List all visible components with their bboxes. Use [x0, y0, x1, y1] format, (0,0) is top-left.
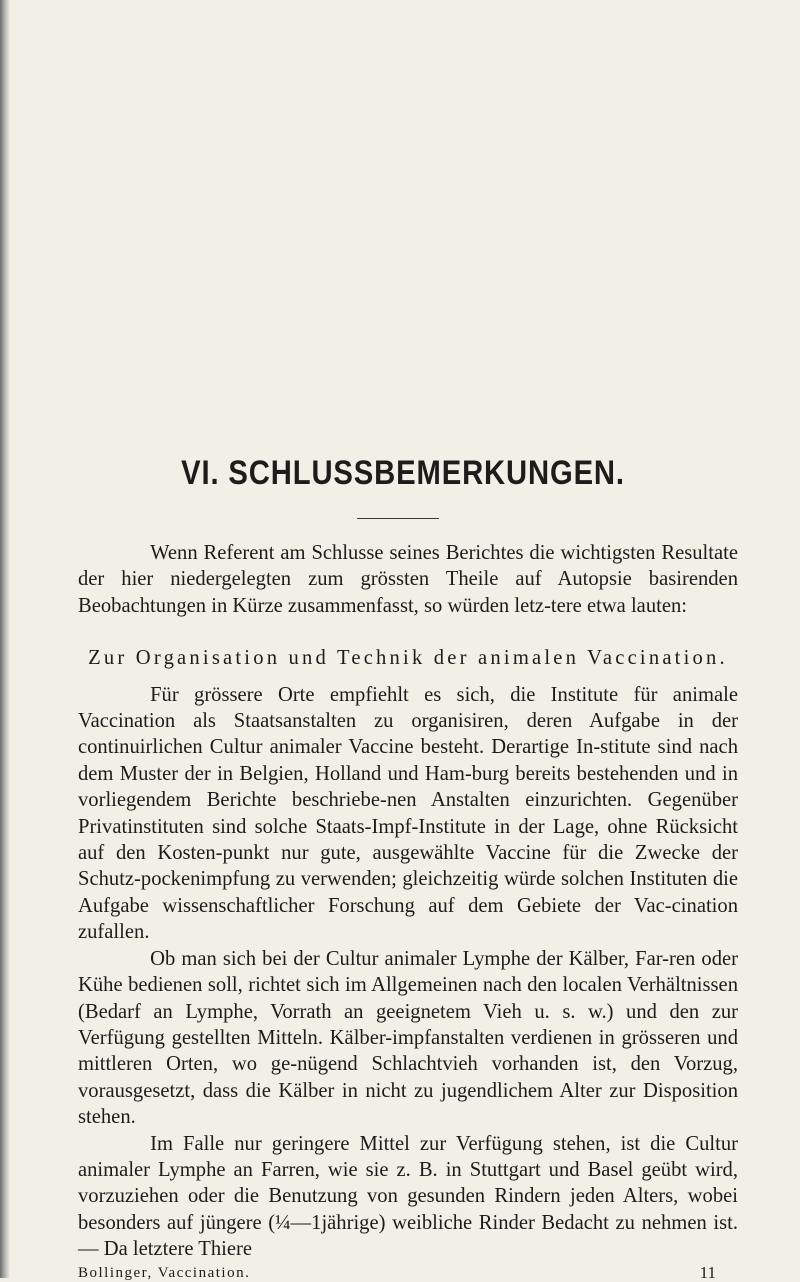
page-number: 11: [699, 1262, 716, 1282]
page-edge-shadow: [0, 0, 10, 1278]
page-content: [78, 450, 738, 1282]
running-footer-author: Bollinger, Vaccination.: [78, 1264, 251, 1281]
title-rule: [357, 518, 439, 519]
paragraph-limited-means: Im Falle nur geringere Mittel zur Verfügung stehen, ist die Cultur animaler Lymphe an Farren, wie sie z. B. in Stuttgart und Basel geübt wird, vorzuziehen oder die Benutzung von gesunden Rindern jeden Alters, wobei besonders auf jüngere (¼—1jährige) weibliche Rinder Bedacht zu nehmen ist. — Da letztere Thiere: [78, 1132, 738, 1261]
section-heading: Zur Organisation und Technik der animalen Vaccination.: [88, 647, 728, 670]
page-footer: [78, 1264, 738, 1282]
chapter-title: VI. SCHLUSSBEMERKUNGEN.: [181, 454, 625, 492]
paragraph-lymph-source: Ob man sich bei der Cultur animaler Lymphe der Kälber, Far-ren oder Kühe bedienen soll, richtet sich im Allgemeinen nach den localen Verhältnissen (Bedarf an Lymphe, Vorrath an geeignetem Vieh u. s. w.) und den zur Verfügung gestellten Mitteln. Kälber-impfanstalten verdienen in grösseren und mittleren Orten, wo ge-nügend Schlachtvieh vorhanden ist, den Vorzug, vorausgesetzt, dass die Kälber in nicht zu jugendlichem Alter zur Disposition stehen.: [78, 947, 738, 1129]
paragraph-institutes: Für grössere Orte empfiehlt es sich, die Institute für animale Vaccination als Staatsanstalten zu organisiren, deren Aufgabe in der continuirlichen Cultur animaler Vaccine besteht. Derartige In-stitute sind nach dem Muster der in Belgien, Holland und Ham-burg bereits bestehenden und in vorliegendem Berichte beschriebe-nen Anstalten einzurichten. Gegenüber Privatinstituten sind solche Staats-Impf-Institute in der Lage, ohne Rücksicht auf den Kosten-punkt nur gute, ausgewählte Vaccine für die Zwecke der Schutz-pockenimpfung zu verwenden; gleichzeitig würde solchen Instituten die Aufgabe wissenschaftlicher Forschung auf dem Gebiete der Vac-cination zufallen.: [78, 683, 738, 944]
intro-paragraph: Wenn Referent am Schlusse seines Berichtes die wichtigsten Resultate der hier niedergelegten zum grössten Theile auf Autopsie basirenden Beobachtungen in Kürze zusammenfasst, so würden letz-tere etwa lauten:: [78, 542, 738, 617]
